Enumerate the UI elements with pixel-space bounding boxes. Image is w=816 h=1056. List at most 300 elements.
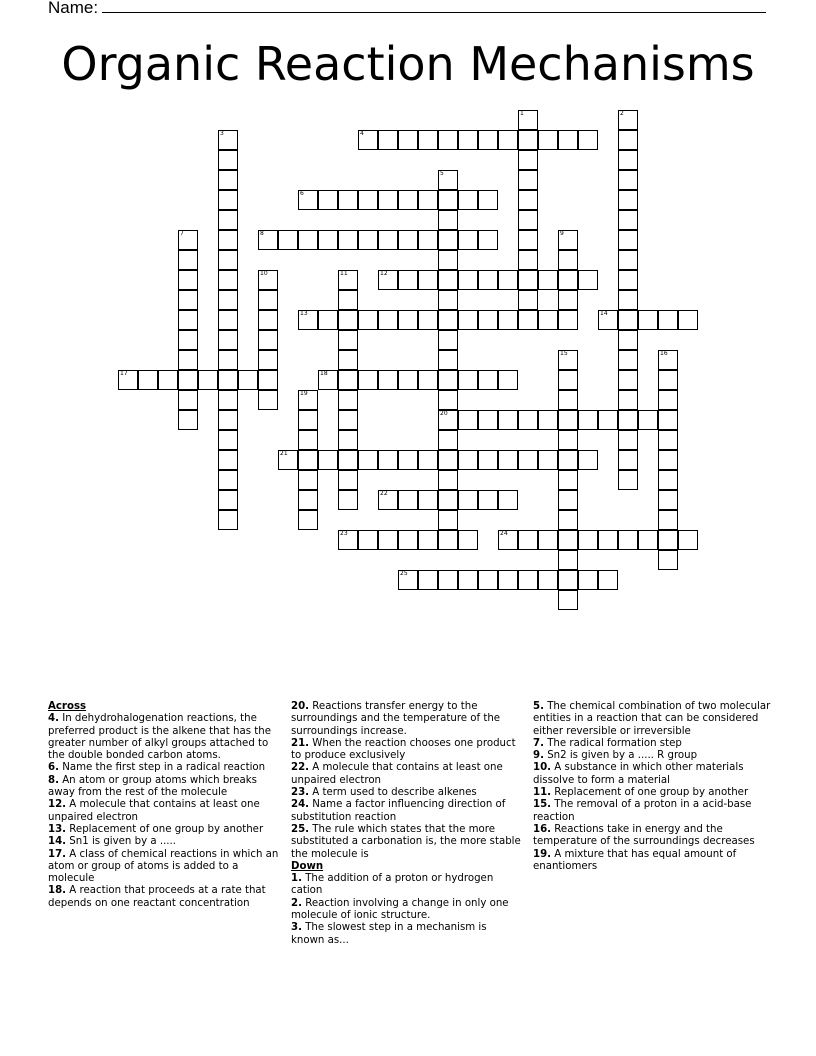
grid-cell[interactable] xyxy=(458,270,478,290)
grid-cell[interactable] xyxy=(478,450,498,470)
grid-cell[interactable] xyxy=(178,370,198,390)
grid-cell[interactable] xyxy=(578,130,598,150)
grid-cell[interactable] xyxy=(338,290,358,310)
clue-number: 8 xyxy=(260,230,264,237)
grid-cell[interactable] xyxy=(338,330,358,350)
down-clue xyxy=(533,849,773,874)
grid-cell[interactable] xyxy=(118,370,138,390)
grid-cell[interactable] xyxy=(478,370,498,390)
grid-cell[interactable] xyxy=(418,230,438,250)
grid-cell[interactable] xyxy=(558,490,578,510)
grid-cell[interactable] xyxy=(298,450,318,470)
grid-cell[interactable] xyxy=(458,230,478,250)
grid-cell[interactable] xyxy=(538,570,558,590)
grid-cell[interactable] xyxy=(378,130,398,150)
grid-cell[interactable] xyxy=(578,530,598,550)
grid-cell[interactable] xyxy=(438,410,458,430)
grid-cell[interactable] xyxy=(558,550,578,570)
grid-cell[interactable] xyxy=(618,310,638,330)
grid-cell[interactable] xyxy=(518,230,538,250)
clue-text: Sn1 is given by a ..... xyxy=(66,836,177,848)
grid-cell[interactable] xyxy=(158,370,178,390)
clue-label: 19. xyxy=(533,848,552,860)
grid-cell[interactable] xyxy=(618,330,638,350)
grid-cell[interactable] xyxy=(438,310,458,330)
grid-cell[interactable] xyxy=(278,230,298,250)
grid-cell[interactable] xyxy=(518,150,538,170)
grid-cell[interactable] xyxy=(398,450,418,470)
grid-cell[interactable] xyxy=(218,290,238,310)
grid-cell[interactable] xyxy=(458,410,478,430)
grid-cell[interactable] xyxy=(538,270,558,290)
grid-cell[interactable] xyxy=(198,370,218,390)
grid-cell[interactable] xyxy=(618,110,638,130)
across-clue xyxy=(48,824,280,836)
grid-cell[interactable] xyxy=(218,230,238,250)
grid-cell[interactable] xyxy=(518,110,538,130)
grid-cell[interactable] xyxy=(458,130,478,150)
grid-cell[interactable] xyxy=(438,230,458,250)
grid-cell[interactable] xyxy=(658,350,678,370)
across-clue-list-a xyxy=(48,713,280,910)
clue-number: 25 xyxy=(400,570,408,577)
grid-cell[interactable] xyxy=(398,270,418,290)
grid-cell[interactable] xyxy=(458,530,478,550)
grid-cell[interactable] xyxy=(558,530,578,550)
grid-cell[interactable] xyxy=(258,310,278,330)
grid-cell[interactable] xyxy=(338,350,358,370)
grid-cell[interactable] xyxy=(438,130,458,150)
grid-cell[interactable] xyxy=(178,310,198,330)
grid-cell[interactable] xyxy=(518,310,538,330)
grid-cell[interactable] xyxy=(618,250,638,270)
grid-cell[interactable] xyxy=(218,270,238,290)
grid-cell[interactable] xyxy=(218,210,238,230)
clue-text: Name the first step in a radical reaction xyxy=(58,762,266,774)
grid-cell[interactable] xyxy=(618,290,638,310)
grid-cell[interactable] xyxy=(618,410,638,430)
grid-cell[interactable] xyxy=(658,510,678,530)
grid-cell[interactable] xyxy=(398,230,418,250)
grid-cell[interactable] xyxy=(438,490,458,510)
grid-cell[interactable] xyxy=(618,390,638,410)
clue-label: 25. xyxy=(291,823,310,835)
grid-cell[interactable] xyxy=(518,250,538,270)
grid-cell[interactable] xyxy=(558,290,578,310)
across-clue xyxy=(291,824,523,861)
grid-cell[interactable] xyxy=(438,510,458,530)
grid-cell[interactable] xyxy=(518,130,538,150)
grid-cell[interactable] xyxy=(618,370,638,390)
grid-cell[interactable] xyxy=(558,230,578,250)
grid-cell[interactable] xyxy=(358,230,378,250)
grid-cell[interactable] xyxy=(378,270,398,290)
grid-cell[interactable] xyxy=(658,450,678,470)
clue-text: A class of chemical reactions in which an atom or group of atoms is added to a molecule xyxy=(48,848,279,885)
grid-cell[interactable] xyxy=(338,490,358,510)
clue-label: 12. xyxy=(48,799,67,811)
grid-cell[interactable] xyxy=(278,450,298,470)
clue-number: 7 xyxy=(180,230,184,237)
clue-label: 23. xyxy=(291,787,310,799)
grid-cell[interactable] xyxy=(578,270,598,290)
grid-cell[interactable] xyxy=(338,310,358,330)
grid-cell[interactable] xyxy=(338,410,358,430)
grid-cell[interactable] xyxy=(558,470,578,490)
grid-cell[interactable] xyxy=(558,350,578,370)
grid-cell[interactable] xyxy=(498,310,518,330)
grid-cell[interactable] xyxy=(398,130,418,150)
grid-cell[interactable] xyxy=(218,190,238,210)
grid-cell[interactable] xyxy=(418,130,438,150)
clue-label: 11. xyxy=(533,787,552,799)
grid-cell[interactable] xyxy=(338,470,358,490)
clue-label: 16. xyxy=(533,823,552,835)
clue-number: 18 xyxy=(320,370,328,377)
grid-cell[interactable] xyxy=(358,450,378,470)
grid-cell[interactable] xyxy=(518,530,538,550)
down-clue xyxy=(533,824,773,849)
grid-cell[interactable] xyxy=(438,370,458,390)
grid-cell[interactable] xyxy=(258,330,278,350)
grid-cell[interactable] xyxy=(298,230,318,250)
grid-cell[interactable] xyxy=(238,370,258,390)
grid-cell[interactable] xyxy=(538,530,558,550)
grid-cell[interactable] xyxy=(318,310,338,330)
grid-cell[interactable] xyxy=(638,310,658,330)
grid-cell[interactable] xyxy=(418,570,438,590)
clue-text: A substance in which other materials dissolve to form a material xyxy=(533,762,744,786)
grid-cell[interactable] xyxy=(318,190,338,210)
grid-cell[interactable] xyxy=(558,450,578,470)
across-clue xyxy=(291,799,523,824)
grid-cell[interactable] xyxy=(558,410,578,430)
grid-cell[interactable] xyxy=(478,310,498,330)
grid-cell[interactable] xyxy=(518,570,538,590)
grid-cell[interactable] xyxy=(478,230,498,250)
clue-label: 22. xyxy=(291,762,310,774)
grid-cell[interactable] xyxy=(258,350,278,370)
grid-cell[interactable] xyxy=(258,270,278,290)
grid-cell[interactable] xyxy=(598,570,618,590)
grid-cell[interactable] xyxy=(658,410,678,430)
grid-cell[interactable] xyxy=(618,430,638,450)
grid-cell[interactable] xyxy=(378,530,398,550)
grid-cell[interactable] xyxy=(498,370,518,390)
grid-cell[interactable] xyxy=(378,230,398,250)
grid-cell[interactable] xyxy=(498,130,518,150)
grid-cell[interactable] xyxy=(658,550,678,570)
clue-number: 9 xyxy=(560,230,564,237)
grid-cell[interactable] xyxy=(618,150,638,170)
grid-cell[interactable] xyxy=(438,170,458,190)
grid-cell[interactable] xyxy=(178,270,198,290)
grid-cell[interactable] xyxy=(538,310,558,330)
grid-cell[interactable] xyxy=(618,450,638,470)
grid-cell[interactable] xyxy=(398,490,418,510)
grid-cell[interactable] xyxy=(218,150,238,170)
clue-number: 24 xyxy=(500,530,508,537)
grid-cell[interactable] xyxy=(338,450,358,470)
grid-cell[interactable] xyxy=(418,310,438,330)
grid-cell[interactable] xyxy=(438,530,458,550)
grid-cell[interactable] xyxy=(458,490,478,510)
grid-cell[interactable] xyxy=(678,310,698,330)
grid-cell[interactable] xyxy=(338,190,358,210)
grid-cell[interactable] xyxy=(618,470,638,490)
grid-cell[interactable] xyxy=(218,310,238,330)
grid-cell[interactable] xyxy=(178,290,198,310)
grid-cell[interactable] xyxy=(178,330,198,350)
grid-cell[interactable] xyxy=(438,390,458,410)
grid-cell[interactable] xyxy=(618,170,638,190)
down-clue xyxy=(291,873,523,898)
grid-cell[interactable] xyxy=(558,270,578,290)
grid-cell[interactable] xyxy=(358,190,378,210)
grid-cell[interactable] xyxy=(438,190,458,210)
grid-cell[interactable] xyxy=(518,170,538,190)
down-heading: Down xyxy=(291,860,324,872)
grid-cell[interactable] xyxy=(358,370,378,390)
grid-cell[interactable] xyxy=(538,410,558,430)
grid-cell[interactable] xyxy=(558,590,578,610)
clue-number: 4 xyxy=(360,130,364,137)
grid-cell[interactable] xyxy=(458,370,478,390)
grid-cell[interactable] xyxy=(398,370,418,390)
grid-cell[interactable] xyxy=(498,570,518,590)
grid-cell[interactable] xyxy=(258,230,278,250)
name-label: Name: xyxy=(48,0,99,17)
grid-cell[interactable] xyxy=(398,570,418,590)
grid-cell[interactable] xyxy=(218,410,238,430)
grid-cell[interactable] xyxy=(558,510,578,530)
grid-cell[interactable] xyxy=(618,270,638,290)
grid-cell[interactable] xyxy=(438,430,458,450)
grid-cell[interactable] xyxy=(398,530,418,550)
clue-number: 10 xyxy=(260,270,268,277)
grid-cell[interactable] xyxy=(378,190,398,210)
grid-cell[interactable] xyxy=(338,430,358,450)
grid-cell[interactable] xyxy=(478,490,498,510)
grid-cell[interactable] xyxy=(618,350,638,370)
grid-cell[interactable] xyxy=(618,230,638,250)
grid-cell[interactable] xyxy=(418,530,438,550)
grid-cell[interactable] xyxy=(218,430,238,450)
grid-cell[interactable] xyxy=(218,390,238,410)
grid-cell[interactable] xyxy=(338,390,358,410)
grid-cell[interactable] xyxy=(418,270,438,290)
clue-text: The rule which states that the more substituted a carbonation is, the more stable the molecule is xyxy=(291,823,521,860)
grid-cell[interactable] xyxy=(298,410,318,430)
grid-cell[interactable] xyxy=(598,530,618,550)
clue-label: 10. xyxy=(533,762,552,774)
clue-text: The addition of a proton or hydrogen cation xyxy=(291,873,494,897)
down-clue-list-a xyxy=(291,873,523,947)
grid-cell[interactable] xyxy=(358,130,378,150)
grid-cell[interactable] xyxy=(218,490,238,510)
grid-cell[interactable] xyxy=(618,130,638,150)
grid-cell[interactable] xyxy=(298,490,318,510)
grid-cell[interactable] xyxy=(318,370,338,390)
grid-cell[interactable] xyxy=(458,310,478,330)
grid-cell[interactable] xyxy=(298,190,318,210)
across-clue xyxy=(48,799,280,824)
grid-cell[interactable] xyxy=(218,510,238,530)
grid-cell[interactable] xyxy=(498,410,518,430)
grid-cell[interactable] xyxy=(218,450,238,470)
grid-cell[interactable] xyxy=(178,410,198,430)
clue-label: 6. xyxy=(48,762,59,774)
grid-cell[interactable] xyxy=(538,130,558,150)
grid-cell[interactable] xyxy=(478,190,498,210)
grid-cell[interactable] xyxy=(298,310,318,330)
grid-cell[interactable] xyxy=(438,330,458,350)
grid-cell[interactable] xyxy=(438,570,458,590)
grid-cell[interactable] xyxy=(218,470,238,490)
grid-cell[interactable] xyxy=(378,450,398,470)
grid-cell[interactable] xyxy=(218,370,238,390)
grid-cell[interactable] xyxy=(558,250,578,270)
grid-cell[interactable] xyxy=(558,430,578,450)
grid-cell[interactable] xyxy=(498,530,518,550)
grid-cell[interactable] xyxy=(438,350,458,370)
clue-label: 15. xyxy=(533,799,552,811)
grid-cell[interactable] xyxy=(478,570,498,590)
grid-cell[interactable] xyxy=(418,190,438,210)
clue-label: 24. xyxy=(291,799,310,811)
grid-cell[interactable] xyxy=(638,410,658,430)
grid-cell[interactable] xyxy=(418,370,438,390)
grid-cell[interactable] xyxy=(598,410,618,430)
down-clue xyxy=(533,787,773,799)
grid-cell[interactable] xyxy=(658,470,678,490)
grid-cell[interactable] xyxy=(658,530,678,550)
grid-cell[interactable] xyxy=(618,530,638,550)
grid-cell[interactable] xyxy=(478,270,498,290)
grid-cell[interactable] xyxy=(498,270,518,290)
grid-cell[interactable] xyxy=(318,230,338,250)
grid-cell[interactable] xyxy=(558,130,578,150)
grid-cell[interactable] xyxy=(178,230,198,250)
clue-text: A molecule that contains at least one unpaired electron xyxy=(48,799,260,823)
grid-cell[interactable] xyxy=(518,210,538,230)
grid-cell[interactable] xyxy=(618,210,638,230)
grid-cell[interactable] xyxy=(518,290,538,310)
grid-cell[interactable] xyxy=(178,250,198,270)
grid-cell[interactable] xyxy=(558,390,578,410)
across-clue xyxy=(48,836,280,848)
grid-cell[interactable] xyxy=(558,310,578,330)
grid-cell[interactable] xyxy=(478,130,498,150)
grid-cell[interactable] xyxy=(518,270,538,290)
grid-cell[interactable] xyxy=(458,570,478,590)
grid-cell[interactable] xyxy=(378,310,398,330)
grid-cell[interactable] xyxy=(338,270,358,290)
grid-cell[interactable] xyxy=(658,390,678,410)
grid-cell[interactable] xyxy=(558,370,578,390)
across-clue xyxy=(48,775,280,800)
grid-cell[interactable] xyxy=(338,530,358,550)
clue-label: 1. xyxy=(291,873,302,885)
clue-number: 17 xyxy=(120,370,128,377)
across-clue xyxy=(291,701,523,738)
grid-cell[interactable] xyxy=(598,310,618,330)
grid-cell[interactable] xyxy=(218,130,238,150)
grid-cell[interactable] xyxy=(658,490,678,510)
grid-cell[interactable] xyxy=(518,190,538,210)
across-clue xyxy=(291,762,523,787)
grid-cell[interactable] xyxy=(518,450,538,470)
grid-cell[interactable] xyxy=(438,290,458,310)
grid-cell[interactable] xyxy=(218,330,238,350)
grid-cell[interactable] xyxy=(258,370,278,390)
grid-cell[interactable] xyxy=(678,530,698,550)
grid-cell[interactable] xyxy=(438,470,458,490)
across-clue-list-b xyxy=(291,701,523,861)
grid-cell[interactable] xyxy=(458,190,478,210)
grid-cell[interactable] xyxy=(438,270,458,290)
grid-cell[interactable] xyxy=(218,170,238,190)
grid-cell[interactable] xyxy=(538,450,558,470)
grid-cell[interactable] xyxy=(398,310,418,330)
grid-cell[interactable] xyxy=(658,310,678,330)
grid-cell[interactable] xyxy=(418,450,438,470)
grid-cell[interactable] xyxy=(438,250,458,270)
grid-cell[interactable] xyxy=(658,430,678,450)
grid-cell[interactable] xyxy=(618,190,638,210)
grid-cell[interactable] xyxy=(578,570,598,590)
clue-number: 6 xyxy=(300,190,304,197)
grid-cell[interactable] xyxy=(358,530,378,550)
grid-cell[interactable] xyxy=(398,190,418,210)
grid-cell[interactable] xyxy=(458,450,478,470)
grid-cell[interactable] xyxy=(438,450,458,470)
grid-cell[interactable] xyxy=(218,250,238,270)
grid-cell[interactable] xyxy=(318,450,338,470)
grid-cell[interactable] xyxy=(258,390,278,410)
down-clue xyxy=(291,922,523,947)
down-clue xyxy=(533,762,773,787)
grid-cell[interactable] xyxy=(378,370,398,390)
grid-cell[interactable] xyxy=(478,410,498,430)
grid-cell[interactable] xyxy=(338,370,358,390)
grid-cell[interactable] xyxy=(298,510,318,530)
grid-cell[interactable] xyxy=(578,450,598,470)
grid-cell[interactable] xyxy=(518,410,538,430)
grid-cell[interactable] xyxy=(218,350,238,370)
across-clue xyxy=(48,885,280,910)
grid-cell[interactable] xyxy=(498,490,518,510)
grid-cell[interactable] xyxy=(498,450,518,470)
grid-cell[interactable] xyxy=(438,210,458,230)
grid-cell[interactable] xyxy=(378,490,398,510)
grid-cell[interactable] xyxy=(298,390,318,410)
grid-cell[interactable] xyxy=(358,310,378,330)
grid-cell[interactable] xyxy=(298,470,318,490)
grid-cell[interactable] xyxy=(338,230,358,250)
grid-cell[interactable] xyxy=(258,290,278,310)
grid-cell[interactable] xyxy=(298,430,318,450)
grid-cell[interactable] xyxy=(418,490,438,510)
grid-cell[interactable] xyxy=(178,390,198,410)
grid-cell[interactable] xyxy=(558,570,578,590)
grid-cell[interactable] xyxy=(138,370,158,390)
grid-cell[interactable] xyxy=(658,370,678,390)
clues-column-1 xyxy=(48,701,280,910)
grid-cell[interactable] xyxy=(178,350,198,370)
grid-cell[interactable] xyxy=(638,530,658,550)
grid-cell[interactable] xyxy=(578,410,598,430)
